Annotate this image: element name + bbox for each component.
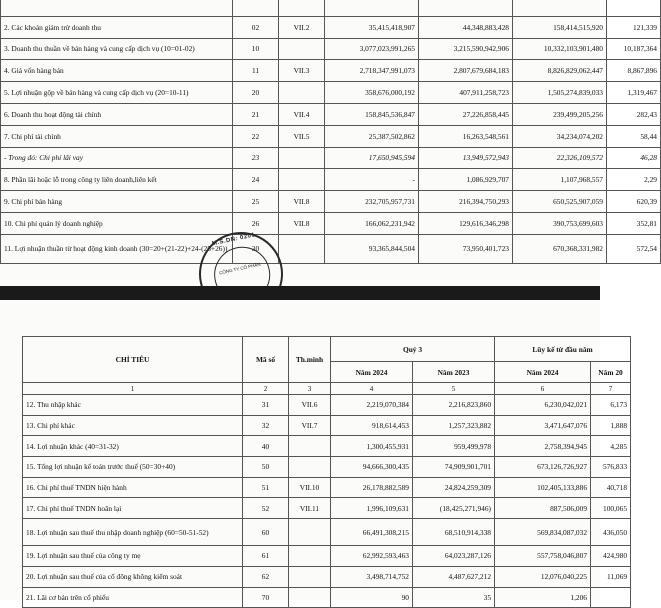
- row-label: 7. Chi phí tài chính: [1, 125, 233, 147]
- cell-ytd-2024: 887,506,009: [495, 498, 591, 519]
- row-note: [289, 546, 331, 567]
- row-note: VII.2: [279, 16, 325, 38]
- table-row: [1, 0, 661, 16]
- cell-ytd-2023: 436,050: [591, 519, 631, 546]
- table-row: [23, 519, 631, 546]
- cell-ytd-2023: 572,54: [607, 234, 661, 263]
- row-label: 12. Thu nhập khác: [23, 395, 243, 416]
- row-note: [279, 234, 325, 263]
- row-label: 8. Phần lãi hoặc lỗ trong công ty liên doanh,liên kết: [1, 169, 233, 191]
- row-note: VII.4: [279, 103, 325, 125]
- cell-ytd-2024: 2,758,394,945: [495, 436, 591, 457]
- cell-quarter-2024: 1,300,455,931: [331, 436, 413, 457]
- cell-ytd-2023: 576,833: [591, 457, 631, 478]
- cell-quarter-2024: 3,077,023,991,265: [325, 38, 419, 60]
- row-label: 11. Lợi nhuận thuần từ hoạt động kinh doanh (30=20+(21-22)+24-(25+26)): [1, 234, 233, 263]
- cell-ytd-2023: 6,173: [591, 395, 631, 416]
- table-row: [1, 60, 661, 82]
- row-note: VII.3: [279, 60, 325, 82]
- cell-quarter-2023: 129,616,346,298: [419, 212, 513, 234]
- header-ytd-2023: Năm 20: [591, 362, 631, 383]
- cell-quarter-2023: 3,215,590,942,906: [419, 38, 513, 60]
- row-label: 2. Các khoản giảm trừ doanh thu: [1, 16, 233, 38]
- cell-quarter-2023: 68,510,914,338: [413, 519, 495, 546]
- column-number: 1: [23, 383, 243, 395]
- cell-ytd-2023: 10,187,364: [607, 38, 661, 60]
- cell-ytd-2024: 34,234,074,202: [513, 125, 607, 147]
- cell-quarter-2023: 44,348,883,428: [419, 16, 513, 38]
- cell-ytd-2024: [513, 0, 607, 16]
- row-code: 60: [243, 519, 289, 546]
- row-code: 32: [243, 415, 289, 436]
- income-statement-table-top: [0, 0, 661, 264]
- cell-quarter-2024: 2,718,347,991,073: [325, 60, 419, 82]
- header-note: Th.minh: [289, 337, 331, 383]
- cell-ytd-2024: 650,525,907,059: [513, 191, 607, 213]
- cell-ytd-2024: 10,332,103,901,480: [513, 38, 607, 60]
- cell-ytd-2023: 58,44: [607, 125, 661, 147]
- column-number: 3: [289, 383, 331, 395]
- table-row: [1, 169, 661, 191]
- cell-quarter-2024: 25,387,502,862: [325, 125, 419, 147]
- cell-ytd-2023: 100,065: [591, 498, 631, 519]
- cell-ytd-2023: 1,888: [591, 415, 631, 436]
- cell-ytd-2024: 1,107,968,557: [513, 169, 607, 191]
- top-document-page: [0, 0, 657, 286]
- row-label: 18. Lợi nhuận sau thuế thu nhập doanh nghiệp (60=50-51-52): [23, 519, 243, 546]
- cell-ytd-2023: 620,39: [607, 191, 661, 213]
- cell-quarter-2024: 62,992,593,463: [331, 546, 413, 567]
- cell-quarter-2024: 1,996,109,631: [331, 498, 413, 519]
- cell-ytd-2023: 46,28: [607, 147, 661, 169]
- cell-ytd-2024: 1,505,274,839,033: [513, 82, 607, 104]
- row-note: [279, 169, 325, 191]
- cell-quarter-2023: 35: [413, 587, 495, 608]
- cell-quarter-2023: [419, 0, 513, 16]
- top-table-body: [1, 0, 661, 263]
- cell-quarter-2023: 73,950,401,723: [419, 234, 513, 263]
- table-row: [1, 191, 661, 213]
- cell-quarter-2023: 74,909,901,701: [413, 457, 495, 478]
- cell-quarter-2024: 26,178,882,589: [331, 477, 413, 498]
- cell-ytd-2023: 8,867,896: [607, 60, 661, 82]
- cell-quarter-2024: 94,666,300,435: [331, 457, 413, 478]
- bottom-document-page: [0, 300, 628, 602]
- cell-quarter-2023: 64,023,287,126: [413, 546, 495, 567]
- row-label: 13. Chi phí khác: [23, 415, 243, 436]
- table-row: [23, 415, 631, 436]
- cell-quarter-2023: 1,257,323,882: [413, 415, 495, 436]
- row-note: VII.11: [289, 498, 331, 519]
- cell-ytd-2024: 8,826,829,062,447: [513, 60, 607, 82]
- cell-quarter-2023: 16,263,548,561: [419, 125, 513, 147]
- row-code: 23: [233, 147, 279, 169]
- cell-quarter-2023: 4,487,627,212: [413, 566, 495, 587]
- table-row: [1, 38, 661, 60]
- table-row: [1, 147, 661, 169]
- row-code: 26: [233, 212, 279, 234]
- cell-quarter-2023: 407,911,258,723: [419, 82, 513, 104]
- cell-ytd-2024: 22,326,109,572: [513, 147, 607, 169]
- table-row: [1, 212, 661, 234]
- cell-ytd-2023: 1,319,467: [607, 82, 661, 104]
- row-label: 20. Lợi nhuận sau thuế của cổ đông không kiểm soát: [23, 566, 243, 587]
- row-code: 50: [243, 457, 289, 478]
- column-number: 2: [243, 383, 289, 395]
- row-note: [289, 436, 331, 457]
- page-separator: [0, 286, 600, 300]
- cell-ytd-2024: 390,753,699,603: [513, 212, 607, 234]
- row-label: 21. Lãi cơ bản trên cổ phiếu: [23, 587, 243, 608]
- row-code: 31: [243, 395, 289, 416]
- cell-ytd-2024: 1,206: [495, 587, 591, 608]
- row-note: [289, 566, 331, 587]
- cell-quarter-2023: (18,425,271,946): [413, 498, 495, 519]
- row-code: 10: [233, 38, 279, 60]
- row-note: VII.7: [289, 415, 331, 436]
- row-code: 02: [233, 16, 279, 38]
- row-code: 62: [243, 566, 289, 587]
- row-note: [279, 147, 325, 169]
- row-label: 5. Lợi nhuận gộp về bán hàng và cung cấp dịch vụ (20=10-11): [1, 82, 233, 104]
- table-row: [1, 103, 661, 125]
- cell-quarter-2024: 66,491,308,215: [331, 519, 413, 546]
- table-row: [23, 566, 631, 587]
- cell-ytd-2024: 239,499,205,256: [513, 103, 607, 125]
- cell-ytd-2024: 3,471,647,076: [495, 415, 591, 436]
- cell-quarter-2024: 17,650,945,594: [325, 147, 419, 169]
- cell-ytd-2024: 557,758,046,807: [495, 546, 591, 567]
- table-row: [23, 498, 631, 519]
- row-label: 10. Chi phí quản lý doanh nghiệp: [1, 212, 233, 234]
- table-row: [1, 125, 661, 147]
- cell-quarter-2023: 959,499,978: [413, 436, 495, 457]
- cell-quarter-2024: 90: [331, 587, 413, 608]
- cell-ytd-2024: 158,414,515,920: [513, 16, 607, 38]
- row-note: [289, 457, 331, 478]
- row-code: 52: [243, 498, 289, 519]
- row-label: 17. Chi phí thuế TNDN hoãn lại: [23, 498, 243, 519]
- row-note: [289, 587, 331, 608]
- cell-ytd-2024: 673,126,726,927: [495, 457, 591, 478]
- cell-quarter-2023: 2,216,823,860: [413, 395, 495, 416]
- row-note: [279, 38, 325, 60]
- cell-ytd-2023: [591, 587, 631, 608]
- cell-quarter-2023: 24,824,259,309: [413, 477, 495, 498]
- row-note: [279, 0, 325, 16]
- row-code: [233, 0, 279, 16]
- cell-ytd-2024: 102,405,133,886: [495, 477, 591, 498]
- cell-quarter-2023: 1,086,929,707: [419, 169, 513, 191]
- row-label: 19. Lợi nhuận sau thuế của công ty mẹ: [23, 546, 243, 567]
- header-ytd: Lũy kế từ đầu năm: [495, 337, 631, 362]
- row-code: 20: [233, 82, 279, 104]
- column-number: 6: [495, 383, 591, 395]
- table-row: [23, 436, 631, 457]
- header-row-1: [23, 337, 631, 362]
- row-code: 25: [233, 191, 279, 213]
- header-ytd-2024: Năm 2024: [495, 362, 591, 383]
- row-note: [289, 519, 331, 546]
- row-code: 21: [233, 103, 279, 125]
- cell-quarter-2024: -: [325, 169, 419, 191]
- cell-quarter-2024: 35,415,418,907: [325, 16, 419, 38]
- row-label: 4. Giá vốn hàng bán: [1, 60, 233, 82]
- bottom-table-body: [23, 383, 631, 608]
- row-code: 11: [233, 60, 279, 82]
- cell-quarter-2024: 158,845,536,847: [325, 103, 419, 125]
- cell-quarter-2023: 216,394,750,293: [419, 191, 513, 213]
- cell-ytd-2023: 40,718: [591, 477, 631, 498]
- cell-ytd-2023: [607, 0, 661, 16]
- cell-quarter-2024: 166,062,231,942: [325, 212, 419, 234]
- row-code: 40: [243, 436, 289, 457]
- row-label: 15. Tổng lợi nhuận kế toán trước thuế (50=30+40): [23, 457, 243, 478]
- header-code: Mã số: [243, 337, 289, 383]
- row-label: 6. Doanh thu hoạt động tài chính: [1, 103, 233, 125]
- row-label: - Trong đó: Chi phí lãi vay: [1, 147, 233, 169]
- row-note: [279, 82, 325, 104]
- cell-quarter-2024: 2,219,070,384: [331, 395, 413, 416]
- table-row: [23, 395, 631, 416]
- row-note: VII.8: [279, 212, 325, 234]
- header-year-2023: Năm 2023: [413, 362, 495, 383]
- header-year-2024: Năm 2024: [331, 362, 413, 383]
- cell-quarter-2023: 13,949,572,943: [419, 147, 513, 169]
- row-code: 24: [233, 169, 279, 191]
- row-code: 30: [233, 234, 279, 263]
- cell-quarter-2024: 93,365,844,504: [325, 234, 419, 263]
- cell-ytd-2023: 11,069: [591, 566, 631, 587]
- row-label: [1, 0, 233, 16]
- table-row: [23, 587, 631, 608]
- table-row: [23, 546, 631, 567]
- cell-ytd-2023: 424,980: [591, 546, 631, 567]
- row-note: VII.5: [279, 125, 325, 147]
- column-number: 7: [591, 383, 631, 395]
- column-number: 4: [331, 383, 413, 395]
- cell-quarter-2024: 3,498,714,752: [331, 566, 413, 587]
- bottom-table-header: [23, 337, 631, 383]
- row-label: 14. Lợi nhuận khác (40=31-32): [23, 436, 243, 457]
- row-label: 16. Chi phí thuế TNDN hiện hành: [23, 477, 243, 498]
- table-row: [1, 82, 661, 104]
- cell-ytd-2023: 282,43: [607, 103, 661, 125]
- cell-ytd-2023: 4,285: [591, 436, 631, 457]
- cell-ytd-2024: 670,368,331,982: [513, 234, 607, 263]
- row-code: 70: [243, 587, 289, 608]
- cell-quarter-2024: 232,705,957,731: [325, 191, 419, 213]
- cell-ytd-2024: 6,230,042,021: [495, 395, 591, 416]
- cell-ytd-2023: 121,339: [607, 16, 661, 38]
- income-statement-table-bottom: [22, 336, 631, 608]
- seal-center-text: CÔNG TY CỔ PHẦN: [218, 261, 261, 276]
- table-row: [23, 457, 631, 478]
- header-item: CHỈ TIÊU: [23, 337, 243, 383]
- row-note: VII.6: [289, 395, 331, 416]
- row-code: 51: [243, 477, 289, 498]
- table-row: [23, 477, 631, 498]
- cell-quarter-2024: 918,614,453: [331, 415, 413, 436]
- cell-ytd-2024: 12,076,040,225: [495, 566, 591, 587]
- table-row: [1, 16, 661, 38]
- table-row: [1, 234, 661, 263]
- header-quarter: Quý 3: [331, 337, 495, 362]
- row-label: 3. Doanh thu thuần về bán hàng và cung cấp dịch vụ (10=01-02): [1, 38, 233, 60]
- seal-ring-text: M.S.DN: 0201: [211, 232, 256, 248]
- row-label: 9. Chi phí bán hàng: [1, 191, 233, 213]
- cell-ytd-2023: 2,29: [607, 169, 661, 191]
- cell-quarter-2023: 2,807,679,684,183: [419, 60, 513, 82]
- row-note: VII.10: [289, 477, 331, 498]
- cell-quarter-2024: [325, 0, 419, 16]
- cell-ytd-2024: 569,834,087,032: [495, 519, 591, 546]
- cell-quarter-2023: 27,226,858,445: [419, 103, 513, 125]
- row-code: 22: [233, 125, 279, 147]
- row-note: VII.8: [279, 191, 325, 213]
- row-code: 61: [243, 546, 289, 567]
- cell-quarter-2024: 358,676,000,192: [325, 82, 419, 104]
- column-number-row: [23, 383, 631, 395]
- column-number: 5: [413, 383, 495, 395]
- cell-ytd-2023: 352,81: [607, 212, 661, 234]
